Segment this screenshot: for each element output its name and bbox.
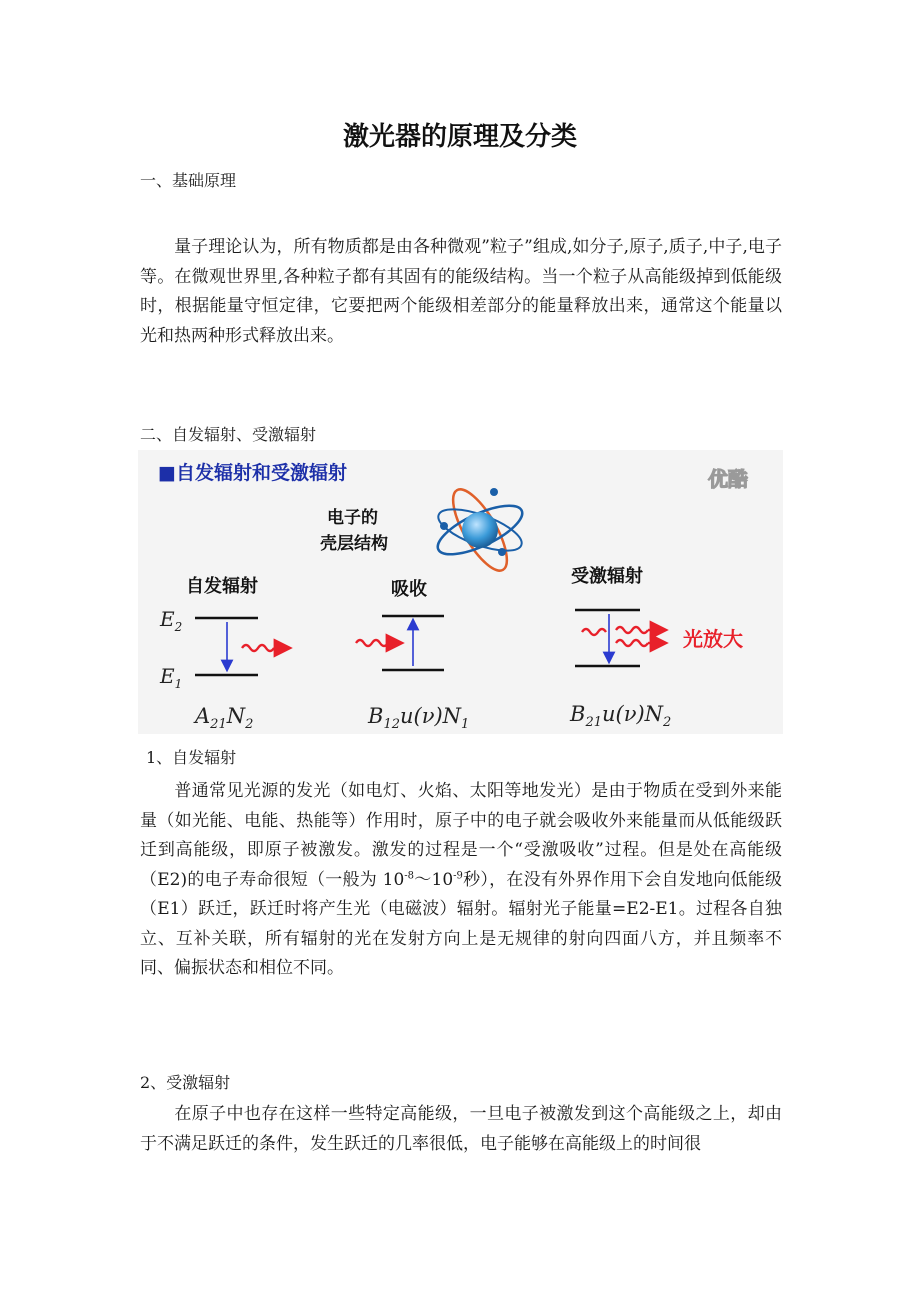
shell-label-line1: 电子的 [327,508,378,528]
subsection-heading-spontaneous: 1、自发辐射 [146,748,237,767]
energy-label-e1: $E_1$ [160,664,183,691]
page-title: 激光器的原理及分类 [342,122,577,152]
panel3-photon-wave-1 [616,627,648,633]
paragraph-quantum-theory [140,233,782,351]
panel1-photon-wave [242,645,274,651]
formula-spontaneous: $A_{21}N_2$ [195,704,254,732]
section-heading-emission: 二、自发辐射、受激辐射 [140,425,317,444]
panel3-incoming-wave [582,629,606,635]
subsection-heading-stimulated: 2、受激辐射 [140,1073,231,1092]
formula-absorption: $B_{12}u(\nu)N_1$ [368,704,470,732]
panel2-photon-wave [356,640,388,646]
panel-label-absorption: 吸收 [391,579,427,600]
panel-label-spontaneous: 自发辐射 [186,576,258,597]
shell-label-line2: 壳层结构 [320,534,388,554]
formula-stimulated: $B_{21}u(\nu)N_2$ [570,702,672,730]
amplify-label: 光放大 [683,627,743,651]
atom-icon [432,482,529,578]
paragraph-quantum-theory-text: 量子理论认为，所有物质都是由各种微观”粒子”组成,如分子,原子,质子,中子,电子等。在微观世界里,各种粒子都有其固有的能级结构。当一个粒子从高能级掉到低能级时，根据能量守恒定律，它要把两个能级相差部分的能量释放出来，通常这个能量以光和热两种形式释放出来。 [140,237,782,346]
paragraph-spontaneous-emission: 普通常见光源的发光（如电灯、火焰、太阳等地发光）是由于物质在受到外来能量（如光能、电能、热能等）作用时，原子中的电子就会吸收外来能量而从低能级跃迁到高能级，即原子被激发。激发的过程是一个“受激吸收”过程。但是处在高能级（E2)的电子寿命很短（一般为 $10^{-8}\sim 10^{-9}$秒），在没有外界作用下会自发地向低能级（E1）跃迁，跃迁时将产生光（电磁波）辐射。辐射光子能量=E2-E1。过程各自独立、互补关联，所有辐射的光在发射方向上是无规律的射向四面八方，并且频率不同、偏振状态和相位不同。 [140,781,782,978]
panel3-photon-wave-2 [616,640,648,646]
paragraph-stimulated-emission: 在原子中也存在这样一些特定高能级，一旦电子被激发到这个高能级之上，却由于不满足跃迁的条件，发生跃迁的几率很低，电子能够在高能级上的时间很 [140,1104,782,1154]
panel-label-stimulated: 受激辐射 [571,566,643,587]
figure-banner: ■自发辐射和受激辐射 [158,462,347,484]
energy-label-e2: $E_2$ [160,607,183,634]
section-heading-basic-principle: 一、基础原理 [140,171,237,190]
emission-figure [138,450,783,734]
watermark-logo: 优酷 [708,467,748,491]
emission-diagram [138,450,783,734]
